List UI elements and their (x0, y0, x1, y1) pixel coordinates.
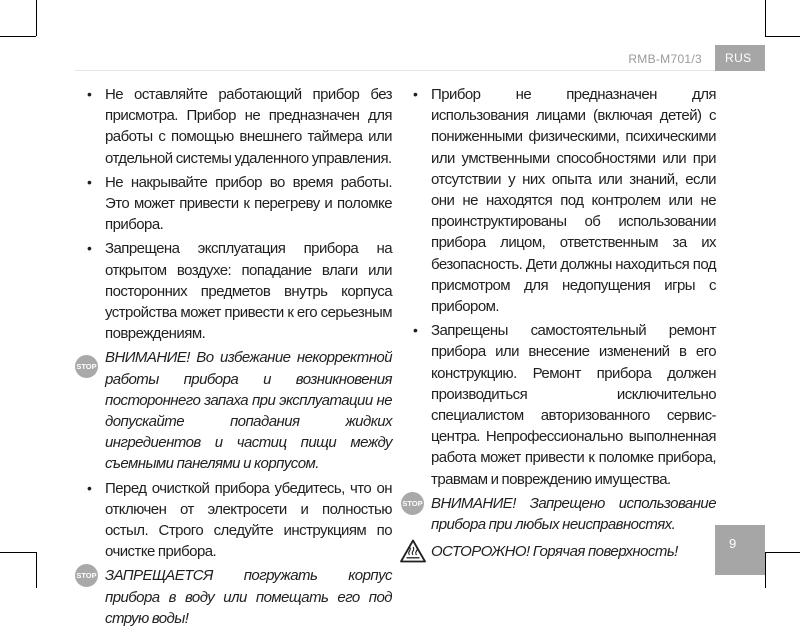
crop-mark (765, 552, 800, 553)
item-text: ОСТОРОЖНО! Горячая поверхность! (431, 543, 678, 561)
model-number: RMB-M701/3 (628, 52, 702, 66)
crop-mark (36, 552, 37, 588)
item-text: ЗАПРЕЩАЕТСЯ погружать корпус прибора в воду или помещать его под струю воды! (105, 567, 392, 627)
stop-icon: STOP (75, 355, 98, 378)
crop-mark (0, 36, 36, 37)
item-text: Перед очисткой прибора убедитесь, что он отключен от электросети и полностью остыл. Строго следуйте инструкциям по очистке прибора. (105, 479, 392, 561)
item-text: ВНИМАНИЕ! Запрещено использование прибора при любых неисправностях. (431, 494, 716, 534)
list-item (74, 478, 392, 563)
list-item (74, 84, 392, 169)
bullet-icon: • (87, 240, 92, 257)
warning-item (74, 565, 392, 629)
page-number: 9 (715, 525, 765, 575)
bullet-icon: • (87, 173, 92, 190)
item-text: Запрещена эксплуатация прибора на открытом воздухе: попадание влаги или посторонних предметов внутрь корпуса устройства может привести к его серьезным повреждениям. (105, 240, 392, 343)
crop-mark (36, 0, 37, 36)
bullet-icon: • (87, 86, 92, 102)
item-text: Запрещены самостоятельный ремонт прибора или внесение изменений в его конструкцию. Ремонт прибора должен производиться исключительно специалистом авторизованного сервис-центра. Непрофессионально выполненная работа может привести к поломке прибора, травмам и повреждению имущества. (431, 322, 716, 488)
item-text: Прибор не предназначен для использования лицами (включая детей) с пониженными физическими, психическими или умственными способностями или при отсутствии у них опыта или знаний, если они не находятся под контролем или не проинструктированы об использовании прибора лицом, ответственным за их безопасность. Дети должны находиться под присмотром для недопущения игры с прибором. (431, 86, 716, 316)
left-column (74, 84, 392, 632)
crop-mark (765, 552, 766, 588)
list-item (74, 172, 392, 236)
warning-item (74, 347, 392, 474)
crop-mark (765, 0, 766, 36)
bullet-icon: • (413, 322, 418, 339)
header-divider (75, 70, 765, 71)
list-item (74, 238, 392, 344)
crop-mark (0, 552, 36, 553)
item-text: Не оставляйте работающий прибор без присмотра. Прибор не предназначен для работы с помощью внешнего таймера или отдельной системы удаленного управления. (105, 86, 392, 167)
list-item (400, 320, 716, 490)
stop-icon: STOP (401, 492, 424, 515)
bullet-icon: • (413, 86, 418, 102)
language-tab: RUS (715, 45, 765, 71)
stop-icon: STOP (75, 564, 98, 587)
hot-surface-item (400, 541, 716, 562)
item-text: ВНИМАНИЕ! Во избежание некорректной работы прибора и возникновения постороннего запаха при эксплуатации не допускайте попадания жидких ингредиентов и частиц пищи между съемными панелями и корпусом. (105, 349, 392, 473)
crop-mark (765, 36, 800, 37)
bullet-icon: • (87, 479, 92, 496)
warning-item (400, 493, 716, 535)
item-text: Не накрывайте прибор во время работы. Это может привести к перегреву и поломке прибора. (105, 173, 392, 234)
hot-surface-icon (400, 539, 426, 563)
list-item (400, 84, 716, 317)
right-column (400, 84, 716, 565)
